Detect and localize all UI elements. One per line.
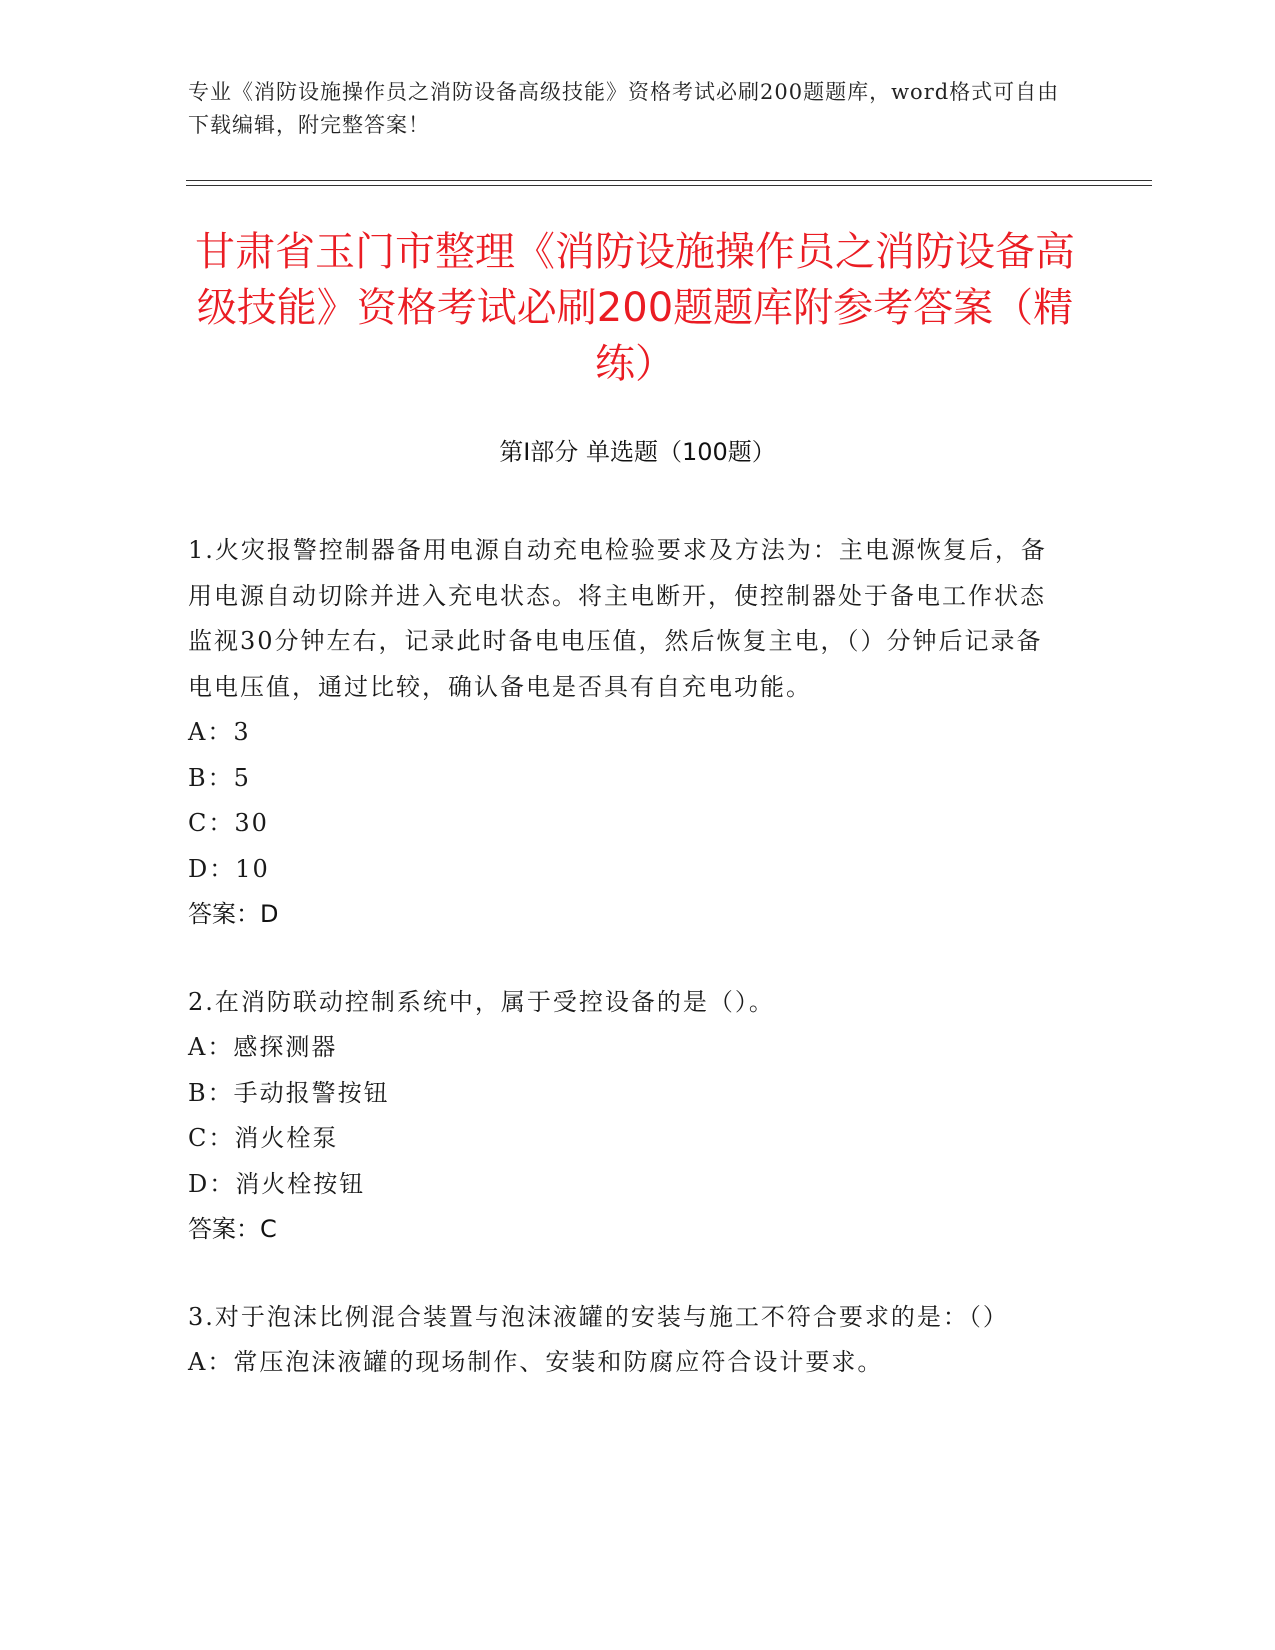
option-a: A：常压泡沫液罐的现场制作、安装和防腐应符合设计要求。	[188, 1348, 884, 1376]
question-3	[188, 1295, 1068, 1386]
option-d: D：消火栓按钮	[188, 1169, 366, 1198]
question-stem: 3.对于泡沫比例混合装置与泡沫液罐的安装与施工不符合要求的是：（）	[188, 1302, 1009, 1331]
document-title: 甘肃省玉门市整理《消防设施操作员之消防设备高级技能》资格考试必刷200题题库附参考答案（精练）	[195, 229, 1075, 387]
option-c: C：消火栓泵	[188, 1124, 339, 1152]
header-divider-bottom	[186, 185, 1152, 186]
option-a: A：3	[188, 718, 251, 746]
option-a: A：感探测器	[188, 1033, 338, 1061]
section-title: 第Ⅰ部分 单选题（100题）	[499, 438, 776, 466]
option-b: B：5	[188, 763, 251, 792]
question-2	[188, 980, 1068, 1253]
question-stem: 1.火灾报警控制器备用电源自动充电检验要求及方法为：主电源恢复后，备用电源自动切除并进入充电状态。将主电断开，使控制器处于备电工作状态监视30分钟左右，记录此时备电电压值，然后恢复主电，（）分钟后记录备电电压值，通过比较，确认备电是否具有自充电功能。	[188, 536, 1047, 701]
header-divider-top	[186, 180, 1152, 181]
answer-label: 答案：C	[188, 1215, 277, 1243]
question-1	[188, 528, 1068, 938]
answer-label: 答案：D	[188, 900, 279, 928]
header-note: 专业《消防设施操作员之消防设备高级技能》资格考试必刷200题题库，word格式可自由下载编辑，附完整答案！	[188, 80, 1060, 137]
option-c: C：30	[188, 809, 269, 837]
option-b: B：手动报警按钮	[188, 1078, 390, 1107]
option-d: D：10	[188, 854, 270, 883]
question-stem: 2.在消防联动控制系统中，属于受控设备的是（）。	[188, 987, 775, 1016]
question-list	[188, 528, 1068, 1428]
